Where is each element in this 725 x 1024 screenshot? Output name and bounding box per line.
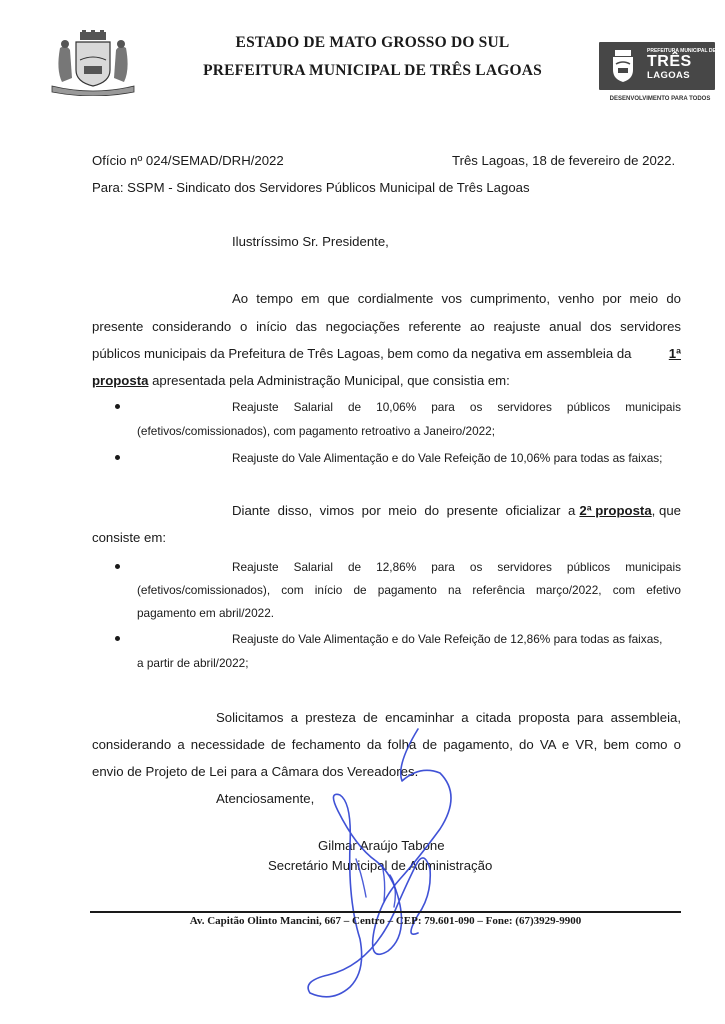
intro-line-4-text: apresentada pela Administração Municipal, que consistia em: — [148, 373, 510, 388]
word: públicos — [566, 400, 611, 414]
letter-place-date: Três Lagoas, 18 de fevereiro de 2022. — [452, 153, 676, 168]
second-proposal-word: 2ª proposta — [579, 503, 652, 518]
word: para — [431, 400, 455, 414]
logo-name: TRÊS — [647, 53, 692, 70]
word: Salarial — [293, 400, 333, 414]
first-item-1-line-1 — [232, 400, 681, 414]
letter-reference: Ofício nº 024/SEMAD/DRH/2022 — [92, 153, 284, 168]
second-intro-line-1 — [232, 503, 681, 519]
word: 12,86% — [376, 560, 417, 574]
header-prefecture: PREFEITURA MUNICIPAL DE TRÊS LAGOAS — [203, 62, 542, 79]
closing-line-2: considerando a necessidade de fechamento da folha de pagamento, do VA e VR, bem como o — [92, 737, 681, 752]
second-intro-tail: , que — [651, 503, 681, 518]
first-proposal-word: proposta — [92, 373, 149, 388]
city-logo — [599, 42, 715, 90]
logo-small-text: PREFEITURA MUNICIPAL DE — [647, 48, 716, 54]
word: Reajuste — [232, 400, 279, 414]
coat-of-arms-icon — [48, 30, 138, 96]
bullet-icon — [115, 636, 120, 641]
sign-off: Atenciosamente, — [216, 791, 315, 806]
closing-line-3: envio de Projeto de Lei para a Câmara dos Vereadores. — [92, 764, 419, 779]
header-state: ESTADO DE MATO GROSSO DO SUL — [235, 34, 510, 51]
intro-line-2: presente considerando o início das negociações referente ao reajuste anual dos servidores — [92, 319, 681, 334]
signatory-title: Secretário Municipal de Administração — [268, 858, 493, 873]
word: municipais — [625, 400, 681, 414]
second-item-2-line-2: a partir de abril/2022; — [137, 656, 249, 670]
letter-recipient: Para: SSPM - Sindicato dos Servidores Públicos Municipal de Três Lagoas — [92, 180, 530, 195]
second-intro-line-2: consiste em: — [92, 530, 167, 545]
second-item-1-line-2: (efetivos/comissionados), com início de pagamento na referência março/2022, com efetivo — [137, 583, 681, 597]
closing-line-1: Solicitamos a presteza de encaminhar a citada proposta para assembleia, — [216, 710, 681, 725]
word: os — [469, 400, 483, 414]
word: municipais — [625, 560, 681, 574]
footer-divider — [90, 911, 681, 913]
word: Reajuste — [232, 560, 279, 574]
second-item-1-line-1 — [232, 560, 681, 574]
word: os — [469, 560, 483, 574]
word: para — [431, 560, 455, 574]
city-emblem-icon — [605, 48, 641, 84]
word: Salarial — [293, 560, 333, 574]
footer-address: Av. Capitão Olinto Mancini, 667 – Centro – CEP: 79.601-090 – Fone: (67)3929-9900 — [189, 915, 582, 927]
word: servidores — [497, 560, 552, 574]
word: de — [348, 400, 362, 414]
first-proposal-ordinal: 1ª — [668, 346, 681, 361]
intro-line-3 — [92, 346, 681, 362]
word: de — [348, 560, 362, 574]
signature-icon — [290, 725, 490, 1010]
logo-tagline: DESENVOLVIMENTO PARA TODOS — [609, 96, 711, 102]
first-item-2: Reajuste do Vale Alimentação e do Vale Refeição de 10,06% para todas as faixas; — [232, 451, 663, 465]
logo-sub: LAGOAS — [647, 70, 691, 81]
letter-salutation: Ilustríssimo Sr. Presidente, — [232, 234, 389, 249]
second-intro-text: Diante disso, vimos por meio do presente oficializar a — [232, 503, 576, 518]
word: servidores — [497, 400, 552, 414]
bullet-icon — [115, 564, 120, 569]
word: 10,06% — [376, 400, 417, 414]
first-item-1-line-2: (efetivos/comissionados), com pagamento retroativo a Janeiro/2022; — [137, 424, 496, 438]
second-item-1-line-3: pagamento em abril/2022. — [137, 606, 275, 620]
word: públicos — [566, 560, 611, 574]
intro-line-1: Ao tempo em que cordialmente vos cumprimento, venho por meio do — [232, 291, 681, 306]
bullet-icon — [115, 455, 120, 460]
intro-line-3-text: públicos municipais da Prefeitura de Três Lagoas, bem como da negativa em assembleia da — [92, 346, 632, 361]
signatory-name: Gilmar Araújo Tabone — [318, 838, 445, 853]
intro-line-4 — [92, 373, 510, 389]
bullet-icon — [115, 404, 120, 409]
second-item-2-line-1: Reajuste do Vale Alimentação e do Vale Refeição de 12,86% para todas as faixas, — [232, 632, 663, 646]
